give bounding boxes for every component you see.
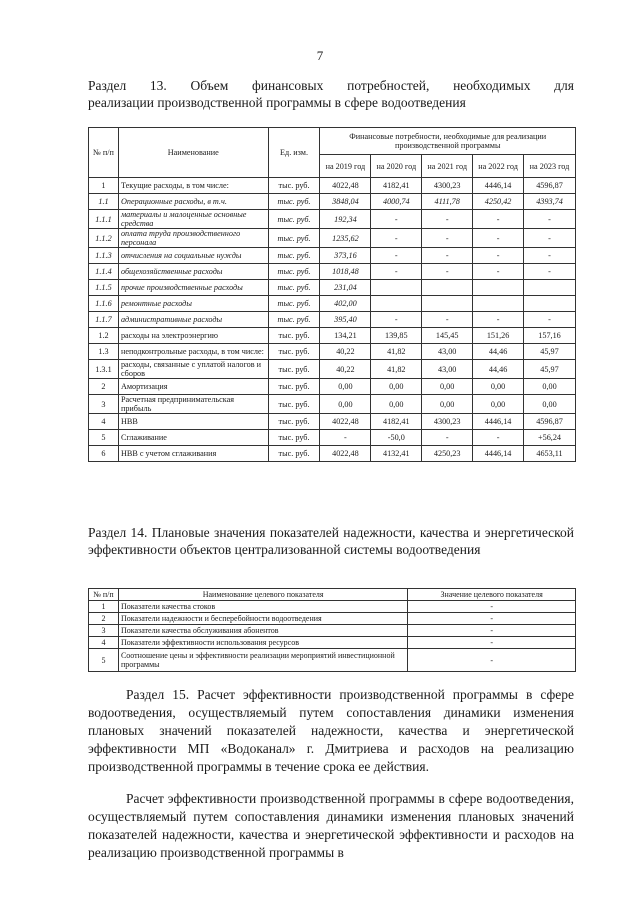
row-unit: тыс. руб. <box>268 328 320 344</box>
table-row <box>89 210 576 229</box>
row-unit: тыс. руб. <box>268 194 320 210</box>
row-value: 151,26 <box>473 328 524 344</box>
row-value <box>473 296 524 312</box>
row-name: Амортизация <box>118 379 268 395</box>
col-year-header: на 2019 год <box>320 155 371 178</box>
row-value: 3848,04 <box>320 194 371 210</box>
row-unit: тыс. руб. <box>268 430 320 446</box>
row-value: - <box>320 430 371 446</box>
row-unit: тыс. руб. <box>268 360 320 379</box>
row-name: расходы на электроэнергию <box>118 328 268 344</box>
row-number: 1.1.5 <box>89 280 119 296</box>
row-value: 4250,42 <box>473 194 524 210</box>
col-year-header: на 2023 год <box>524 155 576 178</box>
row-value: - <box>408 601 576 613</box>
row-value: 4111,78 <box>422 194 473 210</box>
row-number: 5 <box>89 649 119 672</box>
table-row <box>89 264 576 280</box>
row-value: 0,00 <box>371 395 422 414</box>
col-year-header: на 2021 год <box>422 155 473 178</box>
row-value <box>422 296 473 312</box>
row-unit: тыс. руб. <box>268 414 320 430</box>
row-value: 0,00 <box>473 379 524 395</box>
row-indicator: Показатели качества обслуживания абонентов <box>118 625 407 637</box>
row-value: 402,00 <box>320 296 371 312</box>
row-unit: тыс. руб. <box>268 264 320 280</box>
row-number: 1.2 <box>89 328 119 344</box>
finance-table-body <box>89 178 576 462</box>
row-value: - <box>371 248 422 264</box>
row-indicator: Показатели качества стоков <box>118 601 407 613</box>
row-value: - <box>422 312 473 328</box>
row-value: 0,00 <box>473 395 524 414</box>
section13-title-line2: реализации производственной программы в сфере водоотведения <box>88 95 466 110</box>
row-unit: тыс. руб. <box>268 395 320 414</box>
row-name: общехозяйственные расходы <box>118 264 268 280</box>
table-row <box>89 280 576 296</box>
indicators-table-body <box>89 601 576 672</box>
row-value <box>371 296 422 312</box>
row-value: 40,22 <box>320 360 371 379</box>
table-row <box>89 637 576 649</box>
row-value: 1018,48 <box>320 264 371 280</box>
row-value <box>422 280 473 296</box>
row-value: 4182,41 <box>371 178 422 194</box>
row-value: - <box>473 430 524 446</box>
row-unit: тыс. руб. <box>268 379 320 395</box>
row-value: +56,24 <box>524 430 576 446</box>
row-value: 43,00 <box>422 360 473 379</box>
row-unit: тыс. руб. <box>268 280 320 296</box>
row-value: 395,40 <box>320 312 371 328</box>
table-row <box>89 194 576 210</box>
table-row <box>89 178 576 194</box>
row-value: 0,00 <box>524 395 576 414</box>
row-value: 4132,41 <box>371 446 422 462</box>
row-value: - <box>408 649 576 672</box>
table-row <box>89 360 576 379</box>
row-value: 45,97 <box>524 344 576 360</box>
row-name: расходы, связанные с уплатой налогов и сборов <box>118 360 268 379</box>
row-value: - <box>524 312 576 328</box>
row-unit: тыс. руб. <box>268 312 320 328</box>
page-number: 7 <box>316 48 324 63</box>
table-row <box>89 395 576 414</box>
table-row <box>89 229 576 248</box>
table-row <box>89 613 576 625</box>
col-num-header: № п/п <box>89 128 119 178</box>
row-value: 139,85 <box>371 328 422 344</box>
row-value: 40,22 <box>320 344 371 360</box>
row-unit: тыс. руб. <box>268 296 320 312</box>
row-name: материалы и малоценные основные средства <box>118 210 268 229</box>
row-number: 6 <box>89 446 119 462</box>
row-unit: тыс. руб. <box>268 178 320 194</box>
row-value: - <box>371 312 422 328</box>
table-row <box>89 649 576 672</box>
row-value: 45,97 <box>524 360 576 379</box>
row-unit: тыс. руб. <box>268 210 320 229</box>
row-value: 1235,62 <box>320 229 371 248</box>
row-number: 1.1.1 <box>89 210 119 229</box>
row-name: оплата труда производственного персонала <box>118 229 268 248</box>
row-number: 1.1.4 <box>89 264 119 280</box>
row-value: 41,82 <box>371 360 422 379</box>
row-value: 373,16 <box>320 248 371 264</box>
indicators-table <box>88 588 576 672</box>
row-number: 2 <box>89 613 119 625</box>
row-number: 1.1.3 <box>89 248 119 264</box>
row-name: отчисления на социальные нужды <box>118 248 268 264</box>
row-name: Текущие расходы, в том числе: <box>118 178 268 194</box>
row-value: 0,00 <box>320 379 371 395</box>
table-row <box>89 379 576 395</box>
row-value: - <box>524 248 576 264</box>
row-value: - <box>422 430 473 446</box>
col-year-header: на 2022 год <box>473 155 524 178</box>
row-value: - <box>422 248 473 264</box>
table-row <box>89 248 576 264</box>
row-value: - <box>524 229 576 248</box>
row-number: 3 <box>89 395 119 414</box>
row-value: - <box>422 210 473 229</box>
row-value: 0,00 <box>524 379 576 395</box>
row-value: 4596,87 <box>524 178 576 194</box>
row-value: 4182,41 <box>371 414 422 430</box>
row-number: 2 <box>89 379 119 395</box>
table-row <box>89 312 576 328</box>
row-unit: тыс. руб. <box>268 344 320 360</box>
row-value: - <box>371 210 422 229</box>
row-value: - <box>408 637 576 649</box>
row-name: административные расходы <box>118 312 268 328</box>
row-value <box>524 296 576 312</box>
row-value <box>524 280 576 296</box>
row-name: НВВ с учетом сглаживания <box>118 446 268 462</box>
row-name: Сглаживание <box>118 430 268 446</box>
row-number: 5 <box>89 430 119 446</box>
row-value: 0,00 <box>422 379 473 395</box>
row-number: 1 <box>89 178 119 194</box>
row-value: 4300,23 <box>422 414 473 430</box>
row-value: - <box>422 264 473 280</box>
row-number: 1 <box>89 601 119 613</box>
table-row <box>89 430 576 446</box>
row-value: 231,04 <box>320 280 371 296</box>
col-indicator-header: Наименование целевого показателя <box>118 589 407 601</box>
row-value: 44,46 <box>473 360 524 379</box>
row-value: 145,45 <box>422 328 473 344</box>
row-value: - <box>473 210 524 229</box>
row-value: - <box>524 210 576 229</box>
row-value: 4022,48 <box>320 446 371 462</box>
row-unit: тыс. руб. <box>268 446 320 462</box>
row-value: 4000,74 <box>371 194 422 210</box>
row-value: - <box>371 264 422 280</box>
row-name: ремонтные расходы <box>118 296 268 312</box>
row-value <box>473 280 524 296</box>
row-value: - <box>524 264 576 280</box>
row-number: 1.3 <box>89 344 119 360</box>
row-number: 1.3.1 <box>89 360 119 379</box>
row-value: - <box>473 264 524 280</box>
row-value: 0,00 <box>320 395 371 414</box>
row-value: 4022,48 <box>320 414 371 430</box>
col-value-header: Значение целевого показателя <box>408 589 576 601</box>
table-row <box>89 344 576 360</box>
row-value: 4250,23 <box>422 446 473 462</box>
row-value: -50,0 <box>371 430 422 446</box>
row-value: 4446,14 <box>473 414 524 430</box>
section13-title <box>88 77 574 111</box>
row-indicator: Показатели надежности и бесперебойности водоотведения <box>118 613 407 625</box>
row-value: 134,21 <box>320 328 371 344</box>
row-value: - <box>408 625 576 637</box>
row-name: Расчетная предпринимательская прибыль <box>118 395 268 414</box>
row-value: 4446,14 <box>473 178 524 194</box>
col-name-header: Наименование <box>118 128 268 178</box>
row-value: 192,34 <box>320 210 371 229</box>
row-value: 4596,87 <box>524 414 576 430</box>
row-number: 3 <box>89 625 119 637</box>
row-number: 1.1 <box>89 194 119 210</box>
row-name: Операционные расходы, в т.ч. <box>118 194 268 210</box>
row-value: 4653,11 <box>524 446 576 462</box>
table-row <box>89 414 576 430</box>
table-row <box>89 296 576 312</box>
row-value: 4022,48 <box>320 178 371 194</box>
row-name: прочие производственные расходы <box>118 280 268 296</box>
row-value: 44,46 <box>473 344 524 360</box>
table-row <box>89 328 576 344</box>
row-name: неподконтрольные расходы, в том числе: <box>118 344 268 360</box>
row-value: 157,16 <box>524 328 576 344</box>
section13-title-line1: Раздел 13. Объем финансовых потребностей, необходимых для <box>88 78 574 93</box>
row-value: 4446,14 <box>473 446 524 462</box>
row-value: 0,00 <box>422 395 473 414</box>
row-value: - <box>473 229 524 248</box>
col-num-header: № п/п <box>89 589 119 601</box>
col-finance-header: Финансовые потребности, необходимые для реализации производственной программы <box>320 128 576 155</box>
row-value: - <box>473 312 524 328</box>
row-value: - <box>371 229 422 248</box>
row-value: - <box>422 229 473 248</box>
row-value: 43,00 <box>422 344 473 360</box>
col-year-header: на 2020 год <box>371 155 422 178</box>
row-number: 1.1.2 <box>89 229 119 248</box>
row-value: 0,00 <box>371 379 422 395</box>
table-row <box>89 601 576 613</box>
col-unit-header: Ед. изм. <box>268 128 320 178</box>
row-value: - <box>473 248 524 264</box>
row-unit: тыс. руб. <box>268 248 320 264</box>
finance-table <box>88 127 576 462</box>
row-indicator: Показатели эффективности использования ресурсов <box>118 637 407 649</box>
row-unit: тыс. руб. <box>268 229 320 248</box>
row-name: НВВ <box>118 414 268 430</box>
row-number: 1.1.7 <box>89 312 119 328</box>
section15-text: Раздел 15. Расчет эффективности производственной программы в сфере водоотведения, осуществляемый путем сопоставления динамики изменения плановых значений показателей надежности, качества и энергетической эффективности МП «Водоканал» г. Дмитриева и расходов на реализацию производственной программы в течение срока ее действия. <box>88 687 574 774</box>
section14-title: Раздел 14. Плановые значения показателей надежности, качества и энергетической эффективности объектов централизованной системы водоотведения <box>88 525 574 557</box>
table-row <box>89 446 576 462</box>
row-value: 4393,74 <box>524 194 576 210</box>
row-indicator: Соотношение цены и эффективности реализации мероприятий инвестиционной программы <box>118 649 407 672</box>
row-number: 4 <box>89 637 119 649</box>
row-value: 41,82 <box>371 344 422 360</box>
paragraph-calc: Расчет эффективности производственной программы в сфере водоотведения, осуществляемый путем сопоставления динамики изменения плановых значений показателей надежности, качества и энергетической эффективности и расходов на реализацию производственной программы в <box>88 791 574 860</box>
table-row <box>89 625 576 637</box>
row-number: 4 <box>89 414 119 430</box>
row-value: - <box>408 613 576 625</box>
row-value: 4300,23 <box>422 178 473 194</box>
row-value <box>371 280 422 296</box>
row-number: 1.1.6 <box>89 296 119 312</box>
